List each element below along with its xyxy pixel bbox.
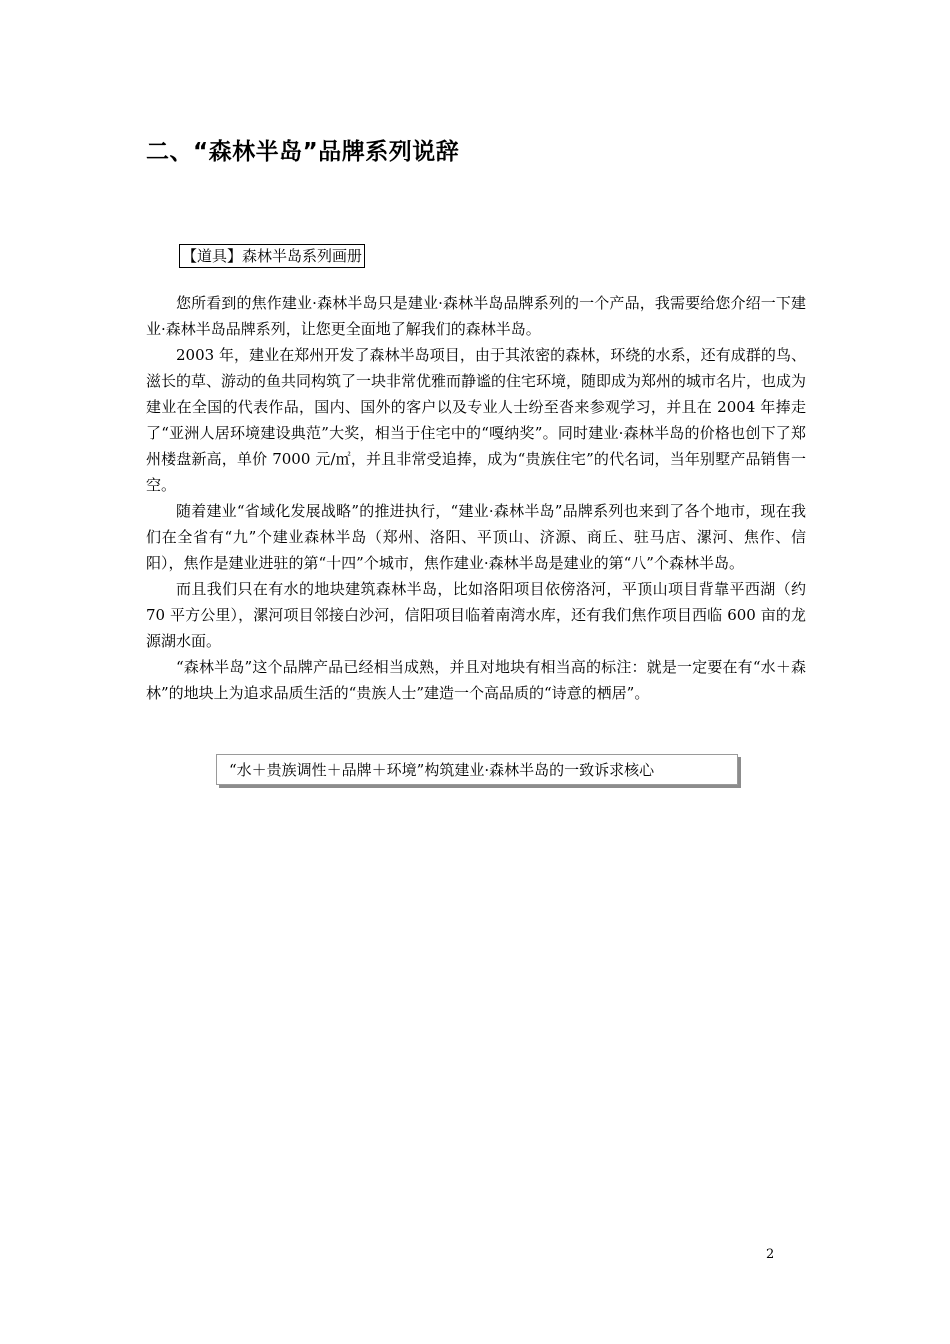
- paragraph-history: 2003 年，建业在郑州开发了森林半岛项目，由于其浓密的森林，环绕的水系，还有成群的鸟、滋长的草、游动的鱼共同构筑了一块非常优雅而静谧的住宅环境，随即成为郑州的城市名片，也成为建业在全国的代表作品，国内、国外的客户以及专业人士纷至沓来参观学习，并且在 2004 年捧走了“亚洲人居环境建设典范”大奖，相当于住宅中的“嘎纳奖”。同时建业·森林半岛的价格也创下了郑州楼盘新高，单价 7000 元/㎡，并且非常受追捧，成为“贵族住宅”的代名词，当年别墅产品销售一空。: [146, 346, 807, 494]
- paragraph-expansion: 随着建业“省域化发展战略”的推进执行，“建业·森林半岛”品牌系列也来到了各个地市，现在我们在全省有“九”个建业森林半岛（郑州、洛阳、平顶山、济源、商丘、驻马店、漯河、焦作、信阳），焦作是建业进驻的第“十四”个城市，焦作建业·森林半岛是建业的第“八”个森林半岛。: [146, 502, 806, 572]
- prop-label-box: 【道具】森林半岛系列画册: [179, 244, 365, 268]
- paragraph-brand-standard: “森林半岛”这个品牌产品已经相当成熟，并且对地块有相当高的标注：就是一定要在有“水＋森林”的地块上为追求品质生活的“贵族人士”建造一个高品质的“诗意的栖居”。: [146, 658, 806, 702]
- core-appeal-callout: “水＋贵族调性＋品牌＋环境”构筑建业·森林半岛的一致诉求核心: [216, 754, 738, 785]
- section-heading: 二、“森林半岛”品牌系列说辞: [146, 139, 460, 165]
- page-number: 2: [766, 1247, 775, 1262]
- paragraph-water-sites: 而且我们只在有水的地块建筑森林半岛，比如洛阳项目依傍洛河，平顶山项目背靠平西湖（约 70 平方公里），漯河项目邻接白沙河，信阳项目临着南湾水库，还有我们焦作项目西临 600 亩的龙源湖水面。: [146, 580, 806, 650]
- paragraph-intro: 您所看到的焦作建业·森林半岛只是建业·森林半岛品牌系列的一个产品，我需要给您介绍一下建业·森林半岛品牌系列，让您更全面地了解我们的森林半岛。: [146, 294, 806, 338]
- body-text: [146, 290, 806, 706]
